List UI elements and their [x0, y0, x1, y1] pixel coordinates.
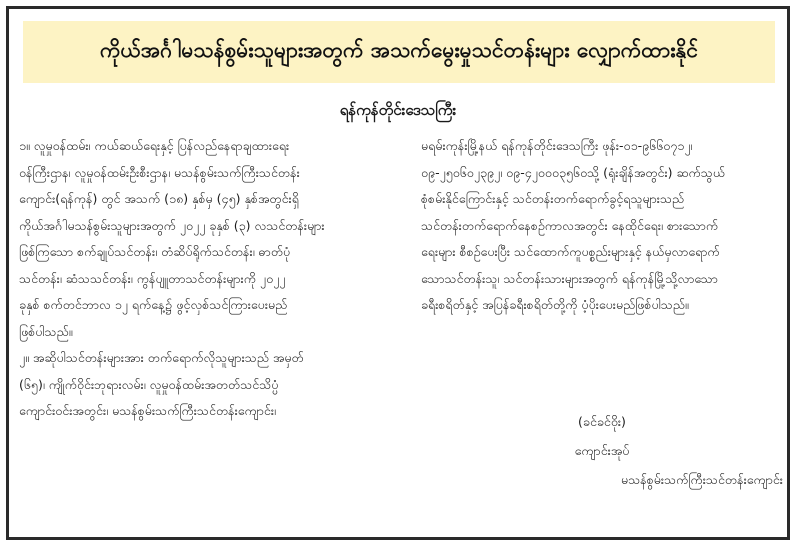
body-line: ရေးများ စီစဉ်ပေးပြီး သင်ထောက်ကူပစ္စည်းများနှင့် နယ်မှလာရောက်	[421, 244, 720, 259]
notice-headline: ကိုယ်အင်္ဂါမသန်စွမ်းသူများအတွက် အသက်မွေးမှုသင်တန်းများ လျှောက်ထားနိုင်	[23, 21, 775, 83]
body-line: ကျောင်း(ရန်ကုန်) တွင် အသက် (၁၈) နှစ်မှ (၄၅) နှစ်အတွင်းရှိ	[19, 191, 299, 206]
body-line: သင်တန်း၊ ဆံသသင်တန်း၊ ကွန်ပျူတာသင်တန်းများကို ၂၀၂၂	[19, 270, 286, 286]
body-line: ခုနှစ် စက်တင်ဘာလ ၁၂ ရက်နေ့၌ ဖွင့်လှစ်သင်ကြားပေးမည်	[19, 297, 288, 312]
body-line: ကျောင်းဝင်းအတွင်း၊ မသန်စွမ်းသက်ကြီးသင်တန်းကျောင်း၊	[19, 403, 276, 418]
signatory-name: (ခင်ခင်ဝိုး)	[578, 414, 626, 429]
signatory-title: ကျောင်းအုပ်	[574, 443, 630, 458]
body-line: ဖြစ်ပါသည်။	[19, 323, 73, 339]
body-line: သောသင်တန်းသူ၊ သင်တန်းသားများအတွက် ရန်ကုန်မြို့သို့လာသော	[421, 270, 718, 286]
body-line: ဖြစ်ကြသော စက်ချုပ်သင်တန်း၊ တံဆိပ်ရိုက်သင်တန်း၊ ဓာတ်ပုံ	[19, 244, 291, 259]
body-line: ၀၉-၂၅၀၆၀၂၃၉၂၊ ၀၉-၄၂၀၀၀၃၅၆၀သို့ (ရုံးချိန်အတွင်း) ဆက်သွယ်	[421, 164, 725, 180]
body-line: ခရီးစရိတ်နှင့် အပြန်ခရီးစရိတ်တို့ကို ပံ့ပိုးပေးမည်ဖြစ်ပါသည်။	[421, 297, 689, 312]
left-column	[19, 133, 403, 425]
body-line: ၂။ အဆိုပါသင်တန်းများအား တက်ရောက်လိုသူများသည် အမှတ်	[19, 350, 304, 365]
notice-region: ရန်ကုန်တိုင်းဒေသကြီး	[339, 101, 457, 119]
body-line: စုံစမ်းနိုင်ကြောင်းနှင့် သင်တန်းတက်ရောက်ခွင့်ရသူများသည်	[421, 191, 685, 206]
signatory-school: မသန်စွမ်းသက်ကြီးသင်တန်းကျောင်း	[621, 472, 783, 487]
signature-block	[421, 407, 783, 494]
body-line: ကိုယ်အင်္ဂါမသန်စွမ်းသူများအတွက် ၂၀၂၂ ခုနှစ် (၃) လသင်တန်းများ	[19, 217, 325, 233]
body-line: (၆၅)၊ ကျိုက်ဝိုင်းဘုရားလမ်း၊ လူမှုဝန်ထမ်းအတတ်သင်သိပ္ပံ	[19, 376, 279, 392]
body-line: ၁။ လူမှုဝန်ထမ်း၊ ကယ်ဆယ်ရေးနှင့် ပြန်လည်နေရာချထားရေး	[19, 138, 290, 153]
body-line: ဝန်ကြီးဌာန၊ လူမှုဝန်ထမ်းဦးစီးဌာန၊ မသန်စွမ်းသက်ကြီးသင်တန်း	[19, 164, 300, 180]
body-line: သင်တန်းတက်ရောက်နေစဉ်ကာလအတွင်း နေထိုင်ရေး၊ စားသောက်	[421, 217, 719, 233]
body-line: မရမ်းကုန်းမြို့နယ် ရန်ကုန်တိုင်းဒေသကြီး ဖုန်း-၀၁-၉၆၆၀၇၁၂၊	[421, 138, 693, 153]
right-column	[421, 133, 783, 319]
notice-frame	[6, 6, 790, 540]
